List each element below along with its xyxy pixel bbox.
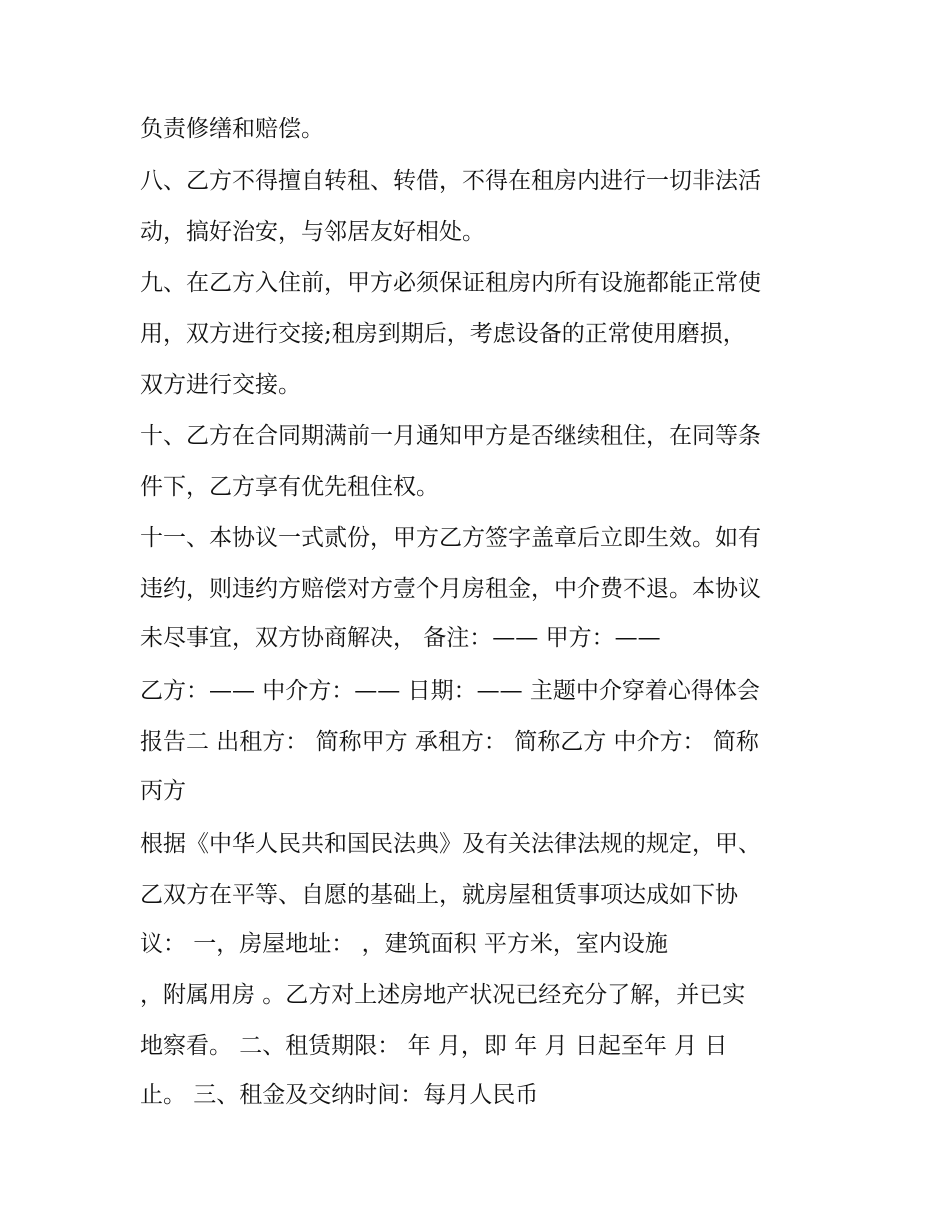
text-line: 十、乙方在合同期满前一月通知甲方是否继续租住，在同等条 [140,423,761,449]
text-line: 件下，乙方享有优先租住权。 [140,474,439,500]
text-line: 丙方 [140,778,186,804]
text-line: 乙双方在平等、自愿的基础上，就房屋租赁事项达成如下协 [140,882,738,908]
text-line: 用，双方进行交接;租房到期后，考虑设备的正常使用磨损， [140,321,746,347]
text-line: 根据《中华人民共和国民法典》及有关法律法规的规定，甲、 [140,831,761,857]
text-line: 报告二 出租方： 简称甲方 承租方： 简称乙方 中介方： 简称 [140,729,759,755]
text-line: 议： 一，房屋地址： ，建筑面积 平方米，室内设施 [140,931,668,957]
text-line: 动，搞好治安，与邻居友好相处。 [140,219,485,245]
text-line: 负责修缮和赔偿。 [140,116,324,142]
text-line: 地察看。 二、租赁期限： 年 月，即 年 月 日起至年 月 日 [140,1033,728,1059]
text-line: 十一、本协议一式贰份，甲方乙方签字盖章后立即生效。如有 [140,525,761,551]
text-line: 未尽事宜，双方协商解决， 备注：—— 甲方：—— [140,625,661,651]
text-line: 违约，则违约方赔偿对方壹个月房租金，中介费不退。本协议 [140,576,761,602]
text-line: 乙方：—— 中介方：—— 日期：—— 主题中介穿着心得体会 [140,678,760,704]
text-line: ，附属用房 。乙方对上述房地产状况已经充分了解，并已实 [140,982,746,1008]
text-line: 止。 三、租金及交纳时间：每月人民币 [140,1082,539,1108]
text-line: 九、在乙方入住前，甲方必须保证租房内所有设施都能正常使 [140,270,761,296]
text-line: 八、乙方不得擅自转租、转借，不得在租房内进行一切非法活 [140,168,761,194]
text-line: 双方进行交接。 [140,372,301,398]
